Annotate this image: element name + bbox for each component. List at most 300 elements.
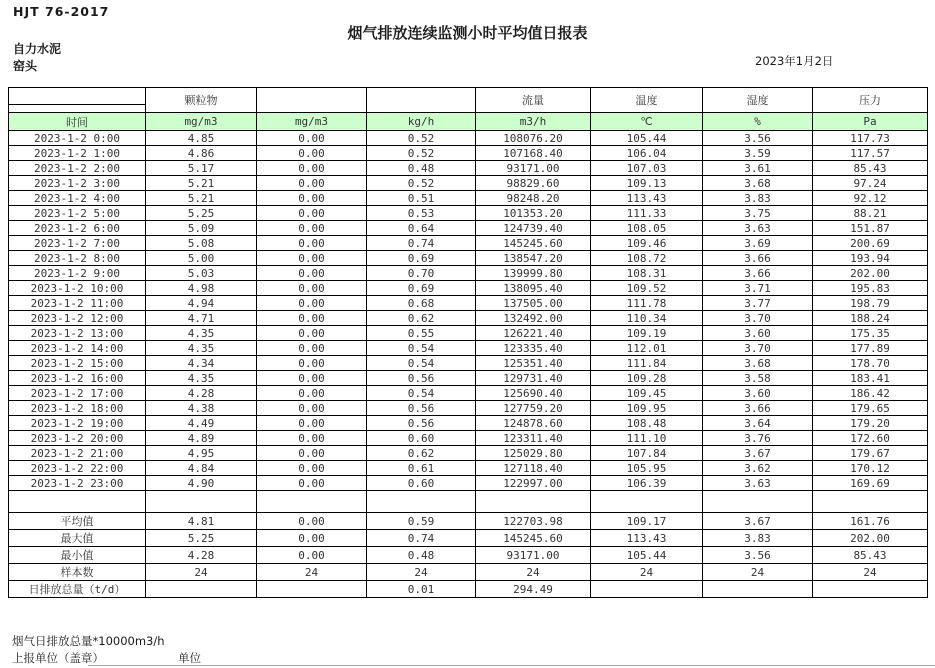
table-row: [9, 131, 928, 146]
summary-value-cell: [146, 581, 257, 598]
value-cell: 5.21: [146, 191, 257, 206]
value-cell: 106.04: [591, 146, 703, 161]
summary-value-cell: 294.49: [476, 581, 591, 598]
table-row: [9, 326, 928, 341]
time-cell: 2023-1-2 7:00: [9, 236, 146, 251]
group-header-cell: 流量: [476, 88, 591, 113]
unit-cell: m3/h: [476, 113, 591, 131]
value-cell: 198.79: [813, 296, 928, 311]
value-cell: 0.00: [257, 371, 367, 386]
time-cell: 2023-1-2 15:00: [9, 356, 146, 371]
value-cell: 4.35: [146, 341, 257, 356]
page-title: 烟气排放连续监测小时平均值日报表: [347, 24, 588, 42]
time-cell: 2023-1-2 5:00: [9, 206, 146, 221]
spacer-row: [9, 491, 928, 513]
value-cell: 0.62: [367, 446, 476, 461]
time-cell: 2023-1-2 12:00: [9, 311, 146, 326]
summary-label-cell: 日排放总量（t/d）: [9, 581, 146, 598]
summary-value-cell: 105.44: [591, 547, 703, 564]
value-cell: 169.69: [813, 476, 928, 491]
value-cell: 132492.00: [476, 311, 591, 326]
value-cell: 4.95: [146, 446, 257, 461]
summary-value-cell: 109.17: [591, 513, 703, 530]
summary-value-cell: 0.74: [367, 530, 476, 547]
value-cell: 109.95: [591, 401, 703, 416]
report-table-body: [9, 88, 928, 598]
value-cell: 113.43: [591, 191, 703, 206]
summary-value-cell: 145245.60: [476, 530, 591, 547]
table-row: [9, 356, 928, 371]
time-cell: 2023-1-2 14:00: [9, 341, 146, 356]
unit-header-row: [9, 113, 928, 131]
value-cell: 108.48: [591, 416, 703, 431]
value-cell: 0.00: [257, 476, 367, 491]
value-cell: 0.00: [257, 446, 367, 461]
value-cell: 0.56: [367, 416, 476, 431]
value-cell: 107168.40: [476, 146, 591, 161]
value-cell: 0.00: [257, 191, 367, 206]
group-header-cell: 温度: [591, 88, 703, 113]
table-row: [9, 461, 928, 476]
value-cell: 3.58: [703, 371, 813, 386]
time-cell: 2023-1-2 16:00: [9, 371, 146, 386]
value-cell: 117.73: [813, 131, 928, 146]
summary-value-cell: 4.28: [146, 547, 257, 564]
summary-value-cell: 202.00: [813, 530, 928, 547]
value-cell: 3.75: [703, 206, 813, 221]
value-cell: 0.56: [367, 401, 476, 416]
time-cell: 2023-1-2 4:00: [9, 191, 146, 206]
value-cell: 3.77: [703, 296, 813, 311]
value-cell: 3.68: [703, 176, 813, 191]
value-cell: 188.24: [813, 311, 928, 326]
summary-value-cell: 85.43: [813, 547, 928, 564]
value-cell: 0.61: [367, 461, 476, 476]
value-cell: 0.00: [257, 146, 367, 161]
value-cell: 122997.00: [476, 476, 591, 491]
time-cell: 2023-1-2 18:00: [9, 401, 146, 416]
time-cell: 2023-1-2 21:00: [9, 446, 146, 461]
value-cell: 3.61: [703, 161, 813, 176]
summary-value-cell: [257, 581, 367, 598]
table-row: [9, 161, 928, 176]
value-cell: 179.20: [813, 416, 928, 431]
value-cell: 111.10: [591, 431, 703, 446]
value-cell: 145245.60: [476, 236, 591, 251]
value-cell: 3.59: [703, 146, 813, 161]
value-cell: 0.48: [367, 161, 476, 176]
value-cell: 0.00: [257, 341, 367, 356]
value-cell: 138547.20: [476, 251, 591, 266]
value-cell: 3.64: [703, 416, 813, 431]
table-row: [9, 476, 928, 491]
value-cell: 109.52: [591, 281, 703, 296]
summary-value-cell: 122703.98: [476, 513, 591, 530]
value-cell: 0.00: [257, 416, 367, 431]
station-name: 窑头: [13, 59, 38, 73]
time-cell: 2023-1-2 17:00: [9, 386, 146, 401]
value-cell: 127118.40: [476, 461, 591, 476]
value-cell: 3.83: [703, 191, 813, 206]
value-cell: 193.94: [813, 251, 928, 266]
summary-label-cell: 平均值: [9, 513, 146, 530]
summary-value-cell: 24: [591, 564, 703, 581]
table-row: [9, 371, 928, 386]
unit-cell: Pa: [813, 113, 928, 131]
value-cell: 4.89: [146, 431, 257, 446]
value-cell: 0.00: [257, 206, 367, 221]
value-cell: 129731.40: [476, 371, 591, 386]
value-cell: 3.69: [703, 236, 813, 251]
value-cell: 98248.20: [476, 191, 591, 206]
summary-row: [9, 564, 928, 581]
value-cell: 172.60: [813, 431, 928, 446]
empty-cell: [146, 491, 257, 513]
summary-value-cell: 93171.00: [476, 547, 591, 564]
unit-cell: mg/m3: [146, 113, 257, 131]
value-cell: 0.00: [257, 356, 367, 371]
value-cell: 0.74: [367, 236, 476, 251]
value-cell: 3.66: [703, 251, 813, 266]
summary-value-cell: 4.81: [146, 513, 257, 530]
value-cell: 186.42: [813, 386, 928, 401]
empty-cell: [476, 491, 591, 513]
value-cell: 0.60: [367, 431, 476, 446]
empty-cell: [813, 491, 928, 513]
summary-value-cell: 0.00: [257, 547, 367, 564]
value-cell: 0.62: [367, 311, 476, 326]
value-cell: 3.70: [703, 341, 813, 356]
value-cell: 107.03: [591, 161, 703, 176]
table-row: [9, 431, 928, 446]
value-cell: 0.69: [367, 251, 476, 266]
unit-cell: %: [703, 113, 813, 131]
value-cell: 0.68: [367, 296, 476, 311]
report-date: 2023年1月2日: [755, 54, 834, 68]
unit-cell: ℃: [591, 113, 703, 131]
value-cell: 101353.20: [476, 206, 591, 221]
empty-cell: [591, 491, 703, 513]
value-cell: 3.56: [703, 131, 813, 146]
summary-row: [9, 530, 928, 547]
summary-value-cell: 0.00: [257, 513, 367, 530]
value-cell: 111.78: [591, 296, 703, 311]
value-cell: 111.33: [591, 206, 703, 221]
value-cell: 0.00: [257, 251, 367, 266]
value-cell: 4.28: [146, 386, 257, 401]
value-cell: 137505.00: [476, 296, 591, 311]
table-row: [9, 311, 928, 326]
report-table: [8, 87, 928, 598]
unit-cell: mg/m3: [257, 113, 367, 131]
value-cell: 4.86: [146, 146, 257, 161]
group-header-cell: [367, 88, 476, 113]
group-header-cell: [257, 88, 367, 113]
value-cell: 109.13: [591, 176, 703, 191]
value-cell: 0.00: [257, 311, 367, 326]
value-cell: 4.38: [146, 401, 257, 416]
summary-value-cell: 24: [813, 564, 928, 581]
value-cell: 4.85: [146, 131, 257, 146]
value-cell: 0.00: [257, 221, 367, 236]
header-cell-empty: [9, 88, 146, 105]
value-cell: 4.34: [146, 356, 257, 371]
value-cell: 0.00: [257, 161, 367, 176]
value-cell: 4.90: [146, 476, 257, 491]
value-cell: 0.00: [257, 296, 367, 311]
time-cell: 2023-1-2 10:00: [9, 281, 146, 296]
value-cell: 98829.60: [476, 176, 591, 191]
value-cell: 4.98: [146, 281, 257, 296]
table-row: [9, 176, 928, 191]
value-cell: 0.54: [367, 386, 476, 401]
value-cell: 0.00: [257, 176, 367, 191]
value-cell: 3.76: [703, 431, 813, 446]
value-cell: 3.66: [703, 401, 813, 416]
value-cell: 4.94: [146, 296, 257, 311]
value-cell: 106.39: [591, 476, 703, 491]
value-cell: 124878.60: [476, 416, 591, 431]
summary-label-cell: 最小值: [9, 547, 146, 564]
summary-row: [9, 547, 928, 564]
value-cell: 127759.20: [476, 401, 591, 416]
summary-value-cell: 0.01: [367, 581, 476, 598]
value-cell: 170.12: [813, 461, 928, 476]
value-cell: 105.44: [591, 131, 703, 146]
value-cell: 123311.40: [476, 431, 591, 446]
value-cell: 0.52: [367, 146, 476, 161]
time-cell: 2023-1-2 3:00: [9, 176, 146, 191]
value-cell: 0.64: [367, 221, 476, 236]
value-cell: 3.63: [703, 221, 813, 236]
value-cell: 151.87: [813, 221, 928, 236]
value-cell: 110.34: [591, 311, 703, 326]
value-cell: 4.35: [146, 371, 257, 386]
value-cell: 108.31: [591, 266, 703, 281]
value-cell: 4.84: [146, 461, 257, 476]
value-cell: 125351.40: [476, 356, 591, 371]
value-cell: 5.17: [146, 161, 257, 176]
time-cell: 2023-1-2 1:00: [9, 146, 146, 161]
summary-value-cell: 161.76: [813, 513, 928, 530]
value-cell: 0.00: [257, 236, 367, 251]
time-cell: 2023-1-2 9:00: [9, 266, 146, 281]
value-cell: 109.28: [591, 371, 703, 386]
value-cell: 107.84: [591, 446, 703, 461]
value-cell: 3.60: [703, 386, 813, 401]
value-cell: 5.09: [146, 221, 257, 236]
value-cell: 108.05: [591, 221, 703, 236]
value-cell: 139999.80: [476, 266, 591, 281]
value-cell: 117.57: [813, 146, 928, 161]
summary-value-cell: 113.43: [591, 530, 703, 547]
value-cell: 179.65: [813, 401, 928, 416]
empty-cell: [9, 491, 146, 513]
table-row: [9, 416, 928, 431]
summary-label-cell: 最大值: [9, 530, 146, 547]
value-cell: 183.41: [813, 371, 928, 386]
value-cell: 3.62: [703, 461, 813, 476]
time-cell: 2023-1-2 20:00: [9, 431, 146, 446]
value-cell: 123335.40: [476, 341, 591, 356]
value-cell: 5.21: [146, 176, 257, 191]
value-cell: 0.55: [367, 326, 476, 341]
value-cell: 5.00: [146, 251, 257, 266]
footnote-daily-total: 烟气日排放总量*10000m3/h: [12, 634, 165, 648]
time-cell: 2023-1-2 23:00: [9, 476, 146, 491]
value-cell: 0.00: [257, 131, 367, 146]
group-header-cell: 压力: [813, 88, 928, 113]
table-row: [9, 341, 928, 356]
table-row: [9, 191, 928, 206]
value-cell: 0.51: [367, 191, 476, 206]
value-cell: 109.19: [591, 326, 703, 341]
value-cell: 3.60: [703, 326, 813, 341]
value-cell: 126221.40: [476, 326, 591, 341]
value-cell: 105.95: [591, 461, 703, 476]
value-cell: 108.72: [591, 251, 703, 266]
table-row: [9, 296, 928, 311]
table-row: [9, 221, 928, 236]
time-header-cell: 时间: [9, 113, 146, 131]
value-cell: 0.69: [367, 281, 476, 296]
summary-value-cell: [591, 581, 703, 598]
value-cell: 0.00: [257, 401, 367, 416]
value-cell: 93171.00: [476, 161, 591, 176]
value-cell: 92.12: [813, 191, 928, 206]
table-row: [9, 446, 928, 461]
summary-value-cell: 3.67: [703, 513, 813, 530]
header-cell-empty: [9, 105, 146, 113]
standard-number: HJT 76-2017: [13, 4, 110, 19]
value-cell: 4.35: [146, 326, 257, 341]
unit-cell: kg/h: [367, 113, 476, 131]
value-cell: 0.70: [367, 266, 476, 281]
value-cell: 85.43: [813, 161, 928, 176]
empty-cell: [367, 491, 476, 513]
value-cell: 0.54: [367, 356, 476, 371]
summary-value-cell: 24: [257, 564, 367, 581]
value-cell: 179.67: [813, 446, 928, 461]
value-cell: 109.45: [591, 386, 703, 401]
value-cell: 97.24: [813, 176, 928, 191]
value-cell: 5.08: [146, 236, 257, 251]
value-cell: 138095.40: [476, 281, 591, 296]
value-cell: 0.00: [257, 266, 367, 281]
value-cell: 125029.80: [476, 446, 591, 461]
value-cell: 4.49: [146, 416, 257, 431]
time-cell: 2023-1-2 22:00: [9, 461, 146, 476]
value-cell: 0.00: [257, 386, 367, 401]
value-cell: 4.71: [146, 311, 257, 326]
value-cell: 3.63: [703, 476, 813, 491]
signature-line: [88, 665, 935, 666]
value-cell: 124739.40: [476, 221, 591, 236]
summary-value-cell: 0.48: [367, 547, 476, 564]
summary-value-cell: [813, 581, 928, 598]
summary-label-cell: 样本数: [9, 564, 146, 581]
value-cell: 175.35: [813, 326, 928, 341]
summary-value-cell: 0.00: [257, 530, 367, 547]
summary-value-cell: 0.59: [367, 513, 476, 530]
footnote-unit: 单位: [178, 651, 201, 665]
table-row: [9, 386, 928, 401]
summary-value-cell: 24: [476, 564, 591, 581]
value-cell: 3.70: [703, 311, 813, 326]
value-cell: 111.84: [591, 356, 703, 371]
time-cell: 2023-1-2 8:00: [9, 251, 146, 266]
value-cell: 5.25: [146, 206, 257, 221]
summary-value-cell: 24: [703, 564, 813, 581]
value-cell: 177.89: [813, 341, 928, 356]
table-row: [9, 401, 928, 416]
value-cell: 200.69: [813, 236, 928, 251]
value-cell: 3.67: [703, 446, 813, 461]
value-cell: 195.83: [813, 281, 928, 296]
group-header-cell: 颗粒物: [146, 88, 257, 113]
company-name: 自力水泥: [13, 42, 62, 56]
value-cell: 0.60: [367, 476, 476, 491]
summary-value-cell: 3.56: [703, 547, 813, 564]
summary-value-cell: [703, 581, 813, 598]
time-cell: 2023-1-2 19:00: [9, 416, 146, 431]
value-cell: 112.01: [591, 341, 703, 356]
summary-value-cell: 24: [367, 564, 476, 581]
value-cell: 0.52: [367, 131, 476, 146]
value-cell: 5.03: [146, 266, 257, 281]
table-row: [9, 251, 928, 266]
empty-cell: [703, 491, 813, 513]
table-row: [9, 266, 928, 281]
header-group-row: [9, 88, 928, 105]
value-cell: 108076.20: [476, 131, 591, 146]
value-cell: 0.00: [257, 461, 367, 476]
value-cell: 0.00: [257, 431, 367, 446]
value-cell: 0.52: [367, 176, 476, 191]
summary-value-cell: 24: [146, 564, 257, 581]
value-cell: 0.00: [257, 326, 367, 341]
value-cell: 0.00: [257, 281, 367, 296]
summary-row: [9, 513, 928, 530]
time-cell: 2023-1-2 0:00: [9, 131, 146, 146]
value-cell: 125690.40: [476, 386, 591, 401]
value-cell: 0.54: [367, 341, 476, 356]
time-cell: 2023-1-2 2:00: [9, 161, 146, 176]
empty-cell: [257, 491, 367, 513]
value-cell: 3.71: [703, 281, 813, 296]
summary-value-cell: 5.25: [146, 530, 257, 547]
value-cell: 109.46: [591, 236, 703, 251]
table-row: [9, 236, 928, 251]
value-cell: 0.56: [367, 371, 476, 386]
summary-value-cell: 3.83: [703, 530, 813, 547]
time-cell: 2023-1-2 11:00: [9, 296, 146, 311]
table-row: [9, 206, 928, 221]
value-cell: 178.70: [813, 356, 928, 371]
time-cell: 2023-1-2 6:00: [9, 221, 146, 236]
group-header-cell: 湿度: [703, 88, 813, 113]
value-cell: 88.21: [813, 206, 928, 221]
value-cell: 3.66: [703, 266, 813, 281]
table-row: [9, 146, 928, 161]
summary-row: [9, 581, 928, 598]
value-cell: 0.53: [367, 206, 476, 221]
value-cell: 3.68: [703, 356, 813, 371]
time-cell: 2023-1-2 13:00: [9, 326, 146, 341]
value-cell: 202.00: [813, 266, 928, 281]
table-row: [9, 281, 928, 296]
footnote-report-unit: 上报单位（盖章）: [12, 651, 104, 665]
